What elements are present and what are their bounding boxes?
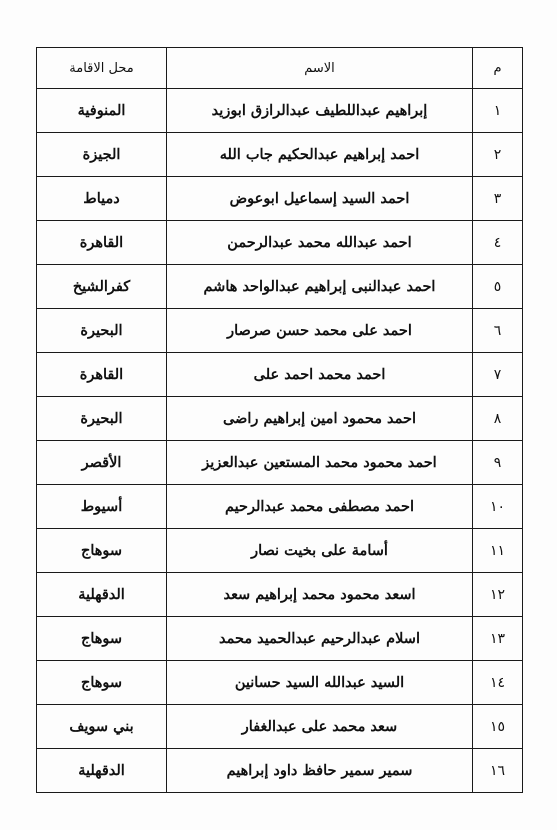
row-number: ٨ (473, 397, 523, 441)
table-row (37, 309, 523, 353)
person-name: أسامة على بخيت نصار (167, 529, 473, 573)
person-name: احمد محمود امين إبراهيم راضى (167, 397, 473, 441)
residence-cell: كفرالشيخ (37, 265, 167, 309)
person-name: إبراهيم عبداللطيف عبدالرازق ابوزيد (167, 89, 473, 133)
person-name: سمير سمير حافظ داود إبراهيم (167, 749, 473, 793)
residence-cell: البحيرة (37, 309, 167, 353)
person-name: احمد إبراهيم عبدالحكيم جاب الله (167, 133, 473, 177)
table-row (37, 573, 523, 617)
row-number: ٧ (473, 353, 523, 397)
table-row (37, 133, 523, 177)
row-number: ٣ (473, 177, 523, 221)
row-number: ١٥ (473, 705, 523, 749)
header-name: الاسم (167, 48, 473, 89)
residence-cell: الأقصر (37, 441, 167, 485)
person-name: احمد محمد احمد على (167, 353, 473, 397)
header-residence: محل الاقامة (37, 48, 167, 89)
row-number: ١٦ (473, 749, 523, 793)
table-row (37, 353, 523, 397)
residence-cell: الجيزة (37, 133, 167, 177)
person-name: سعد محمد على عبدالغفار (167, 705, 473, 749)
residence-cell: دمياط (37, 177, 167, 221)
header-number: م (473, 48, 523, 89)
residence-cell: سوهاج (37, 529, 167, 573)
table-row (37, 529, 523, 573)
table-row (37, 485, 523, 529)
residence-cell: القاهرة (37, 353, 167, 397)
table-row (37, 397, 523, 441)
table-row (37, 177, 523, 221)
table-row (37, 441, 523, 485)
row-number: ١٢ (473, 573, 523, 617)
person-name: احمد السيد إسماعيل ابوعوض (167, 177, 473, 221)
row-number: ١١ (473, 529, 523, 573)
table-row (37, 265, 523, 309)
row-number: ٤ (473, 221, 523, 265)
person-name: احمد عبدالنبى إبراهيم عبدالواحد هاشم (167, 265, 473, 309)
table-body (37, 89, 523, 793)
table-row (37, 89, 523, 133)
row-number: ١٣ (473, 617, 523, 661)
residence-cell: المنوفية (37, 89, 167, 133)
person-name: احمد عبدالله محمد عبدالرحمن (167, 221, 473, 265)
residence-cell: البحيرة (37, 397, 167, 441)
names-table (36, 47, 523, 793)
person-name: اسلام عبدالرحيم عبدالحميد محمد (167, 617, 473, 661)
table-row (37, 661, 523, 705)
row-number: ٥ (473, 265, 523, 309)
table-row (37, 617, 523, 661)
person-name: اسعد محمود محمد إبراهيم سعد (167, 573, 473, 617)
table-row (37, 221, 523, 265)
person-name: احمد محمود محمد المستعين عبدالعزيز (167, 441, 473, 485)
residence-cell: الدقهلية (37, 749, 167, 793)
residence-cell: سوهاج (37, 661, 167, 705)
residence-cell: الدقهلية (37, 573, 167, 617)
table-header-row (37, 48, 523, 89)
row-number: ٩ (473, 441, 523, 485)
row-number: ١٠ (473, 485, 523, 529)
residence-cell: أسيوط (37, 485, 167, 529)
table-row (37, 749, 523, 793)
person-name: احمد مصطفى محمد عبدالرحيم (167, 485, 473, 529)
residence-cell: بني سويف (37, 705, 167, 749)
person-name: احمد على محمد حسن صرصار (167, 309, 473, 353)
row-number: ٢ (473, 133, 523, 177)
row-number: ١ (473, 89, 523, 133)
table-row (37, 705, 523, 749)
residence-cell: سوهاج (37, 617, 167, 661)
residence-cell: القاهرة (37, 221, 167, 265)
person-name: السيد عبدالله السيد حسانين (167, 661, 473, 705)
row-number: ١٤ (473, 661, 523, 705)
row-number: ٦ (473, 309, 523, 353)
